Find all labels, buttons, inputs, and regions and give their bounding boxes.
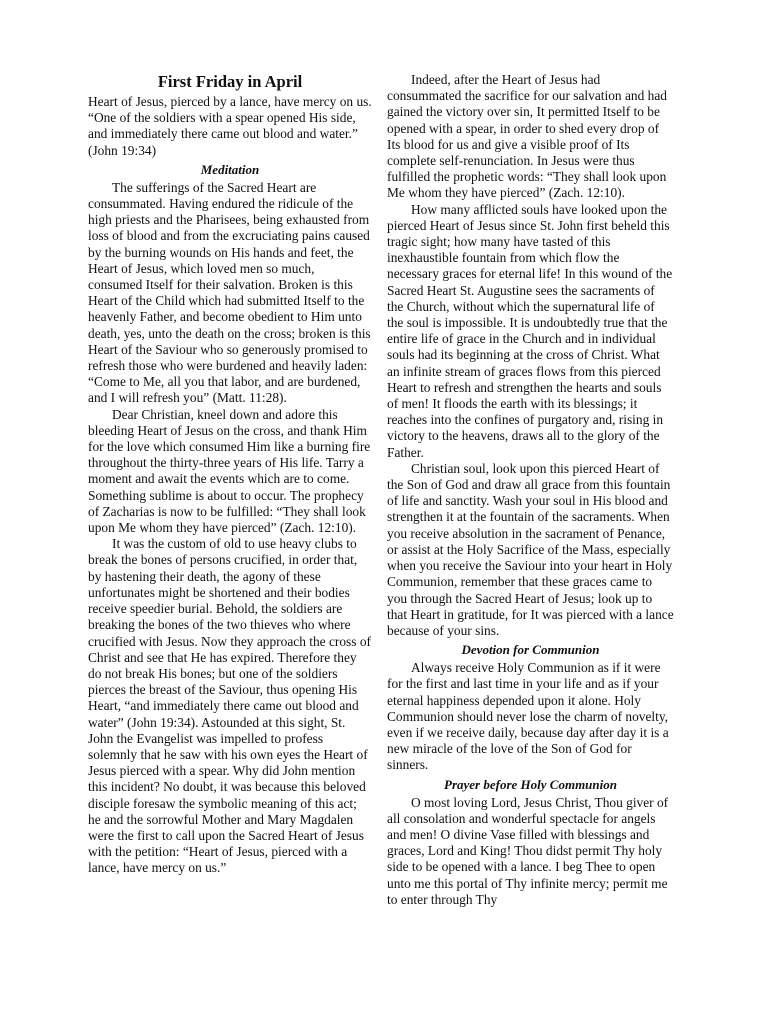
page-title: First Friday in April	[157, 72, 303, 91]
meditation-paragraph: The sufferings of the Sacred Heart are consummated. Having endured the ridicule of the high priests and the Pharisees, being exhausted from loss of blood and from the excruciating pains caused by the burning wounds on His hands and feet, the Heart of Jesus, which loved men so much, consumed Itself for their salvation. Broken is this Heart of the Child which had submitted Itself to the heavenly Father, and become obedient to Him unto death, yes, unto the death on the cross; broken is this Heart of the Saviour who so generously promised to refresh those who were burdened and heavily laden: “Come to Me, all you that labor, and are burdened, and I will refresh you” (Matt. 11:28).	[88, 179, 371, 406]
left-column	[88, 72, 372, 877]
devotion-heading: Devotion for Communion	[461, 642, 600, 658]
right-column	[387, 72, 674, 908]
meditation-paragraph: Indeed, after the Heart of Jesus had consummated the sacrifice for our salvation and had gained the victory over sin, It permitted Itself to be opened with a spear, in order to shed every drop of Its blood for us and give a visible proof of Its complete self-renunciation. In Jesus were thus fulfilled the prophetic words: “They shall look upon Me whom they have pierced” (Zach. 12:10).	[387, 72, 667, 201]
prayer-heading: Prayer before Holy Communion	[444, 776, 617, 792]
meditation-paragraph: How many afflicted souls have looked upon the pierced Heart of Jesus since St. John first beheld this tragic sight; how many have tasted of this inexhaustible fountain from which flow the necessary graces for eternal life! In this wound of the Sacred Heart St. Augustine sees the sacraments of the Church, without which the supernatural life of the soul is impossible. It is undoubtedly true that the entire life of grace in the Church and in individual souls had its beginning at the cross of Christ. What an infinite stream of graces flows from this pierced Heart to refresh and strengthen the hearts and souls of men! It floods the earth with its blessings; it reaches into the confines of purgatory and, rising in victory to the heavens, draws all to the glory of the Father.	[387, 201, 673, 460]
devotion-text: Always receive Holy Communion as if it were for the first and last time in your life and as if your eternal happiness depended upon it alone. Holy Communion should never lose the charm of novelty, even if we receive daily, because day after day it is a new miracle of the love of the Son of God for sinners.	[387, 660, 669, 773]
invocation: Heart of Jesus, pierced by a lance, have mercy on us.	[88, 94, 372, 109]
meditation-paragraph: Christian soul, look upon this pierced Heart of the Son of God and draw all grace from this fountain of life and sanctity. Wash your soul in His blood and strengthen it at the fountain of the sacraments. When you receive absolution in the sacrament of Penance, or assist at the Holy Sacrifice of the Mass, especially when you receive the Saviour into your heart in Holy Communion, remember that these graces came to you through the Sacred Heart of Jesus; look up to that Heart in gratitude, for It was pierced with a lance because of your sins.	[387, 460, 674, 638]
meditation-heading: Meditation	[200, 161, 260, 177]
scripture-quote: “One of the soldiers with a spear opened His side, and immediately there came out blood and water.” (John 19:34)	[88, 110, 358, 158]
prayer-text: O most loving Lord, Jesus Christ, Thou giver of all consolation and wonderful spectacle for angels and men! O divine Vase filled with blessings and graces, Lord and King! Thou didst permit Thy holy side to be opened with a lance. I beg Thee to open unto me this portal of Thy infinite mercy; permit me to enter through Thy	[387, 794, 669, 907]
meditation-paragraph: It was the custom of old to use heavy clubs to break the bones of persons crucified, in order that, by hastening their death, the agony of these unfortunates might be shortened and their bodies receive speedier burial. Behold, the soldiers are breaking the bones of the two thieves who where crucified with Jesus. Now they approach the cross of Christ and see that He has expired. Therefore they do not break His bones; but one of the soldiers pierces the breast of the Saviour, thus opening His Heart, “and immediately there came out blood and water” (John 19:34). Astounded at this sight, St. John the Evangelist was impelled to profess solemnly that he saw with his own eyes the Heart of Jesus pierced with a spear. Why did John mention this incident? No doubt, it was because this beloved disciple foresaw the symbolic meaning of this act; he and the sorrowful Mother and Mary Magdalen were the first to call upon the Sacred Heart of Jesus with the petition: “Heart of Jesus, pierced with a lance, have mercy on us.”	[88, 536, 371, 876]
meditation-paragraph: Dear Christian, kneel down and adore this bleeding Heart of Jesus on the cross, and thank Him for the love which consumed Him like a burning fire throughout the thirty-three years of His life. Tarry a moment and await the events which are to come. Something sublime is about to occur. The prophecy of Zacharias is now to be fulfilled: “They shall look upon Me whom they have pierced” (Zach. 12:10).	[88, 406, 371, 536]
